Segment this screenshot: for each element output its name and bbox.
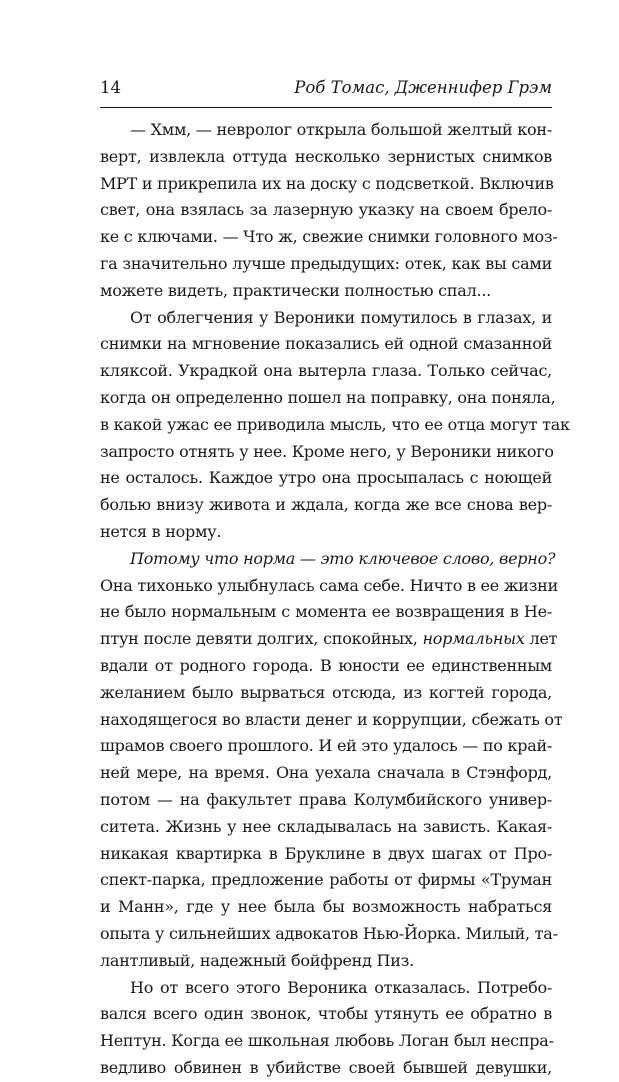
text-line: верт, извлекла оттуда несколько зернистых снимков xyxy=(100,146,552,166)
text-line: лантливый, надежный бойфренд Пиз. xyxy=(100,950,414,970)
header-rule xyxy=(100,107,552,108)
text-line: ситета. Жизнь у нее складывалась на зависть. Какая- xyxy=(100,816,552,836)
text-line: Нептун. Когда ее школьная любовь Логан был неспра- xyxy=(100,1031,554,1051)
text-line: не осталось. Каждое утро она просыпалась с ноющей xyxy=(100,468,552,488)
running-header xyxy=(100,78,552,104)
running-title: Роб Томас, Дженнифер Грэм xyxy=(294,78,552,97)
text-line: потом — на факультет права Колумбийского универ- xyxy=(100,789,552,809)
text-line: га значительно лучше предыдущих: отек, как вы сами xyxy=(100,253,552,273)
text-line: запросто отнять у нее. Кроме него, у Вероники никого xyxy=(100,441,554,461)
text-line: Но от всего этого Вероника отказалась. Потребо- xyxy=(130,977,552,997)
text-line: ке с ключами. — Что ж, свежие снимки головного моз- xyxy=(100,227,558,247)
text-line: опыта у сильнейших адвокатов Нью-Йорка. Милый, та- xyxy=(100,923,558,943)
page-number: 14 xyxy=(100,78,121,97)
text-line: От облегчения у Вероники помутилось в глазах, и xyxy=(130,307,552,327)
text-line: и Манн», где у нее была бы возможность набраться xyxy=(100,897,552,917)
text-line: болью внизу живота и ждала, когда же все снова вер- xyxy=(100,495,552,515)
text-line: ведливо обвинен в убийстве своей бывшей девушки, xyxy=(100,1057,552,1077)
text-line-mixed xyxy=(100,626,558,653)
italic-word: нормальных xyxy=(422,629,525,649)
text-line: спект-парка, предложение работы от фирмы «Труман xyxy=(100,870,552,890)
text-line: не было нормальным с момента ее возвращения в Не- xyxy=(100,602,552,622)
text-line: МРТ и прикрепила их на доску с подсветкой. Включив xyxy=(100,173,554,193)
text-line: свет, она взялась за лазерную указку на своем брело- xyxy=(100,200,552,220)
text-line: кляксой. Украдкой она вытерла глаза. Только сейчас, xyxy=(100,361,552,381)
text-line: вдали от родного города. В юности ее единственным xyxy=(100,655,552,675)
text-fragment: птун после девяти долгих, спокойных, xyxy=(100,629,418,649)
text-line: шрамов своего прошлого. И ей это удалось — по край- xyxy=(100,736,553,756)
text-line: желанием было вырваться отсюда, из когтей города, xyxy=(100,682,552,702)
body-text xyxy=(100,117,570,1082)
text-line-italic: Потому что норма — это ключевое слово, верно? xyxy=(130,548,556,568)
text-line: находящегося во власти денег и коррупции, сбежать от xyxy=(100,709,563,729)
text-line: нется в норму. xyxy=(100,521,222,541)
text-line: вался всего один звонок, чтобы утянуть ее обратно в xyxy=(100,1004,552,1024)
text-line: в какой ужас ее приводила мысль, что ее отца могут так xyxy=(100,414,570,434)
text-line: когда он определенно пошел на поправку, она поняла, xyxy=(100,387,556,407)
text-line: — Хмм, — невролог открыла большой желтый кон- xyxy=(130,120,552,139)
text-line: Она тихонько улыбнулась сама себе. Ничто в ее жизни xyxy=(100,575,558,595)
text-line: никакая квартирка в Бруклине в двух шагах от Про- xyxy=(100,843,552,863)
text-line: ней мере, на время. Она уехала сначала в Стэнфорд, xyxy=(100,763,552,783)
text-line: можете видеть, практически полностью спал... xyxy=(100,280,491,300)
text-fragment: лет xyxy=(529,629,558,649)
text-line: снимки на мгновение показались ей одной смазанной xyxy=(100,334,552,354)
